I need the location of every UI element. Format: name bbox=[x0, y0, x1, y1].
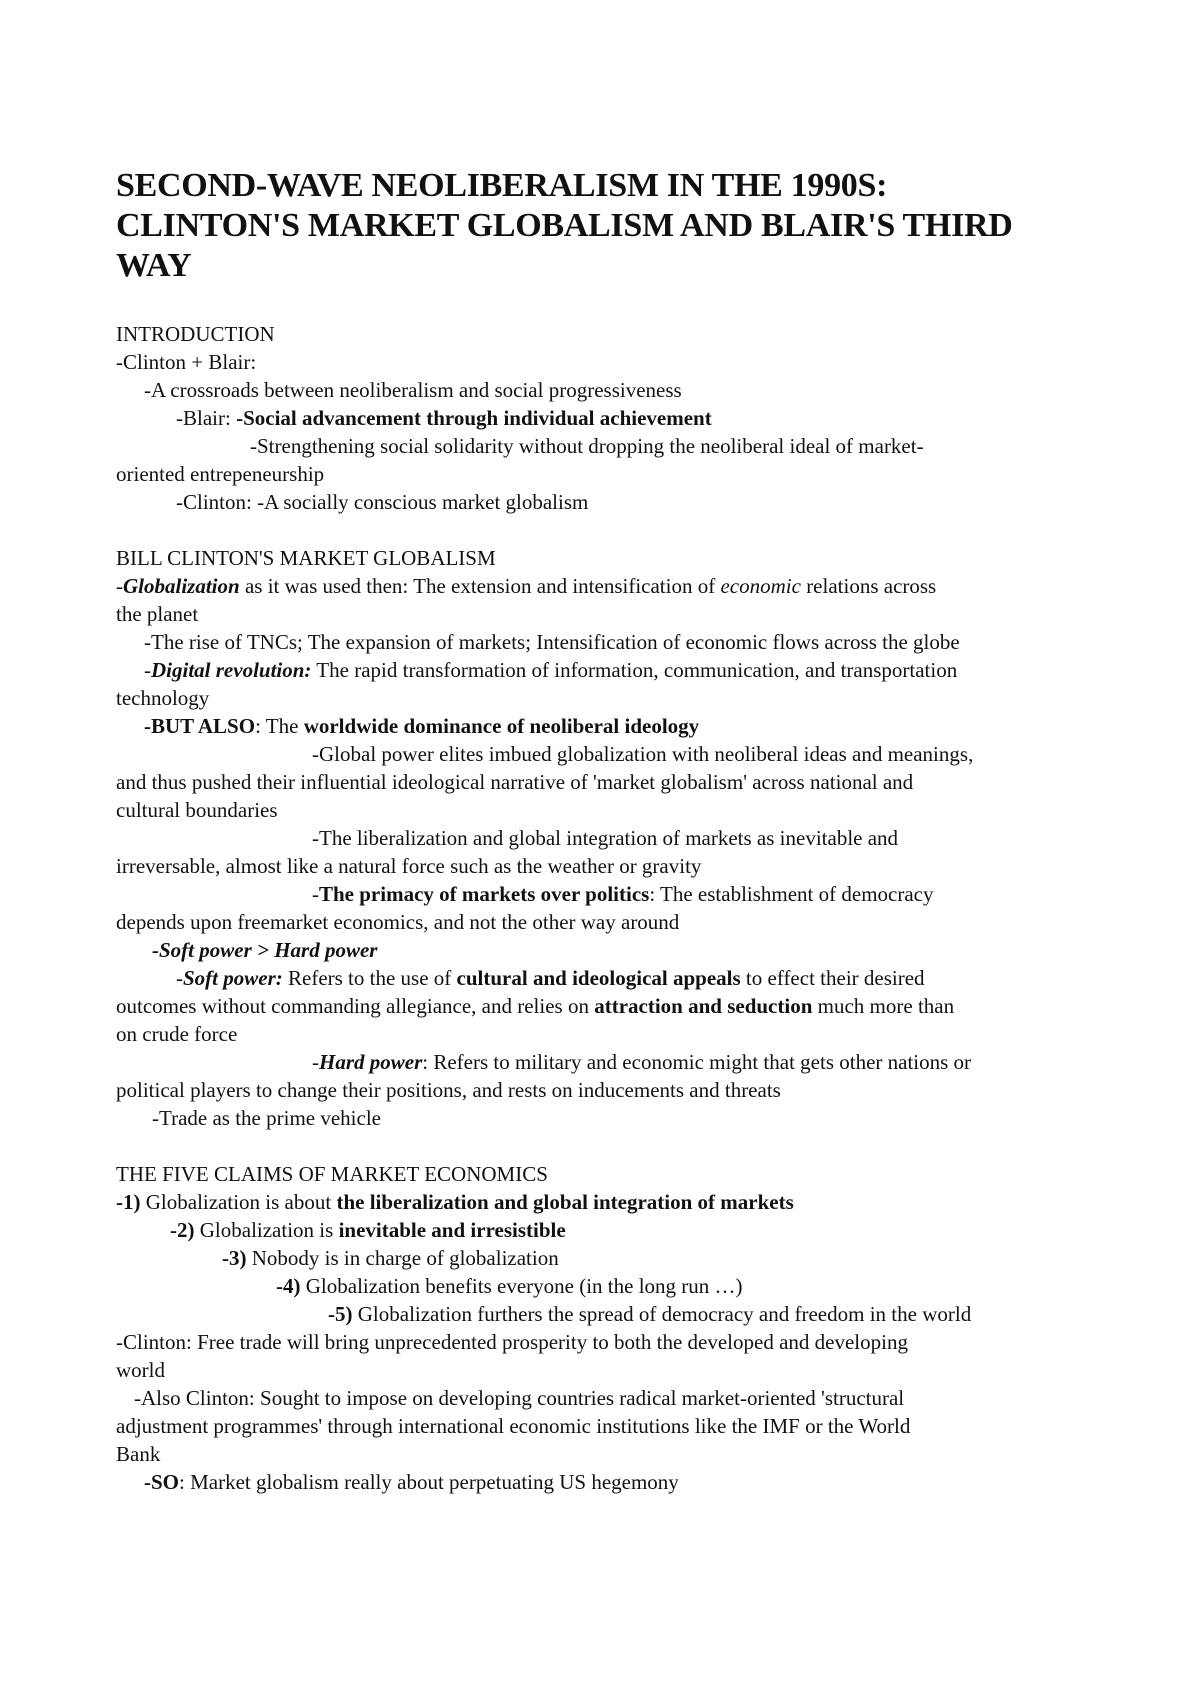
body-line: irreversable, almost like a natural force such as the weather or gravity bbox=[116, 854, 702, 878]
body-line: -The rise of TNCs; The expansion of markets; Intensification of economic flows across the globe bbox=[144, 630, 960, 654]
claim-line: -3) Nobody is in charge of globalization bbox=[222, 1246, 559, 1270]
body-line: -Global power elites imbued globalization with neoliberal ideas and meanings, bbox=[312, 742, 974, 766]
title-line-1: SECOND-WAVE NEOLIBERALISM IN THE 1990S: bbox=[116, 167, 888, 204]
document-page bbox=[116, 166, 1096, 1496]
body-line: -Also Clinton: Sought to impose on developing countries radical market-oriented 'structural bbox=[134, 1386, 905, 1410]
intro-line: oriented entrepeneurship bbox=[116, 462, 325, 486]
title-line-2: CLINTON'S MARKET GLOBALISM AND BLAIR'S THIRD bbox=[116, 207, 1013, 244]
section-heading-introduction: INTRODUCTION bbox=[116, 322, 275, 346]
intro-line: -Blair: -Social advancement through individual achievement bbox=[176, 406, 712, 430]
intro-line: -Clinton: -A socially conscious market globalism bbox=[176, 490, 589, 514]
body-line: technology bbox=[116, 686, 210, 710]
body-line: -Clinton: Free trade will bring unprecedented prosperity to both the developed and developing bbox=[116, 1330, 908, 1354]
body-line: cultural boundaries bbox=[116, 798, 278, 822]
claim-line: -1) Globalization is about the liberalization and global integration of markets bbox=[116, 1190, 794, 1214]
body-line: -Soft power > Hard power bbox=[152, 938, 378, 962]
body-line: adjustment programmes' through international economic institutions like the IMF or the World bbox=[116, 1414, 911, 1438]
section-five-claims bbox=[116, 1160, 1096, 1496]
claim-line: -2) Globalization is inevitable and irresistible bbox=[170, 1218, 566, 1242]
section-introduction bbox=[116, 320, 1096, 516]
body-line: world bbox=[116, 1358, 165, 1382]
section-heading-five-claims: THE FIVE CLAIMS OF MARKET ECONOMICS bbox=[116, 1162, 548, 1186]
section-heading-market-globalism: BILL CLINTON'S MARKET GLOBALISM bbox=[116, 546, 496, 570]
intro-line: -Clinton + Blair: bbox=[116, 350, 257, 374]
body-line: -Globalization as it was used then: The extension and intensification of economic relations across bbox=[116, 574, 937, 598]
body-line: -Hard power: Refers to military and economic might that gets other nations or bbox=[312, 1050, 972, 1074]
body-line: depends upon freemarket economics, and not the other way around bbox=[116, 910, 680, 934]
claim-line: -4) Globalization benefits everyone (in the long run …) bbox=[276, 1274, 743, 1298]
body-line: outcomes without commanding allegiance, and relies on attraction and seduction much more than bbox=[116, 994, 955, 1018]
claim-line: -5) Globalization furthers the spread of democracy and freedom in the world bbox=[328, 1302, 972, 1326]
intro-line: -Strengthening social solidarity without dropping the neoliberal ideal of market- bbox=[250, 434, 924, 458]
section-market-globalism bbox=[116, 544, 1096, 1132]
body-line: political players to change their positions, and rests on inducements and threats bbox=[116, 1078, 781, 1102]
body-line: and thus pushed their influential ideological narrative of 'market globalism' across national and bbox=[116, 770, 914, 794]
body-line: -SO: Market globalism really about perpetuating US hegemony bbox=[144, 1470, 679, 1494]
body-line: -Digital revolution: The rapid transformation of information, communication, and transportation bbox=[144, 658, 958, 682]
body-line: on crude force bbox=[116, 1022, 238, 1046]
body-line: -Soft power: Refers to the use of cultural and ideological appeals to effect their desired bbox=[176, 966, 925, 990]
intro-line: -A crossroads between neoliberalism and social progressiveness bbox=[144, 378, 682, 402]
body-line: Bank bbox=[116, 1442, 161, 1466]
body-line: -The primacy of markets over politics: The establishment of democracy bbox=[312, 882, 934, 906]
document-title bbox=[116, 166, 1096, 286]
body-line: -Trade as the prime vehicle bbox=[152, 1106, 381, 1130]
title-line-3: WAY bbox=[116, 247, 192, 284]
body-line: -BUT ALSO: The worldwide dominance of neoliberal ideology bbox=[144, 714, 700, 738]
body-line: the planet bbox=[116, 602, 199, 626]
body-line: -The liberalization and global integration of markets as inevitable and bbox=[312, 826, 899, 850]
